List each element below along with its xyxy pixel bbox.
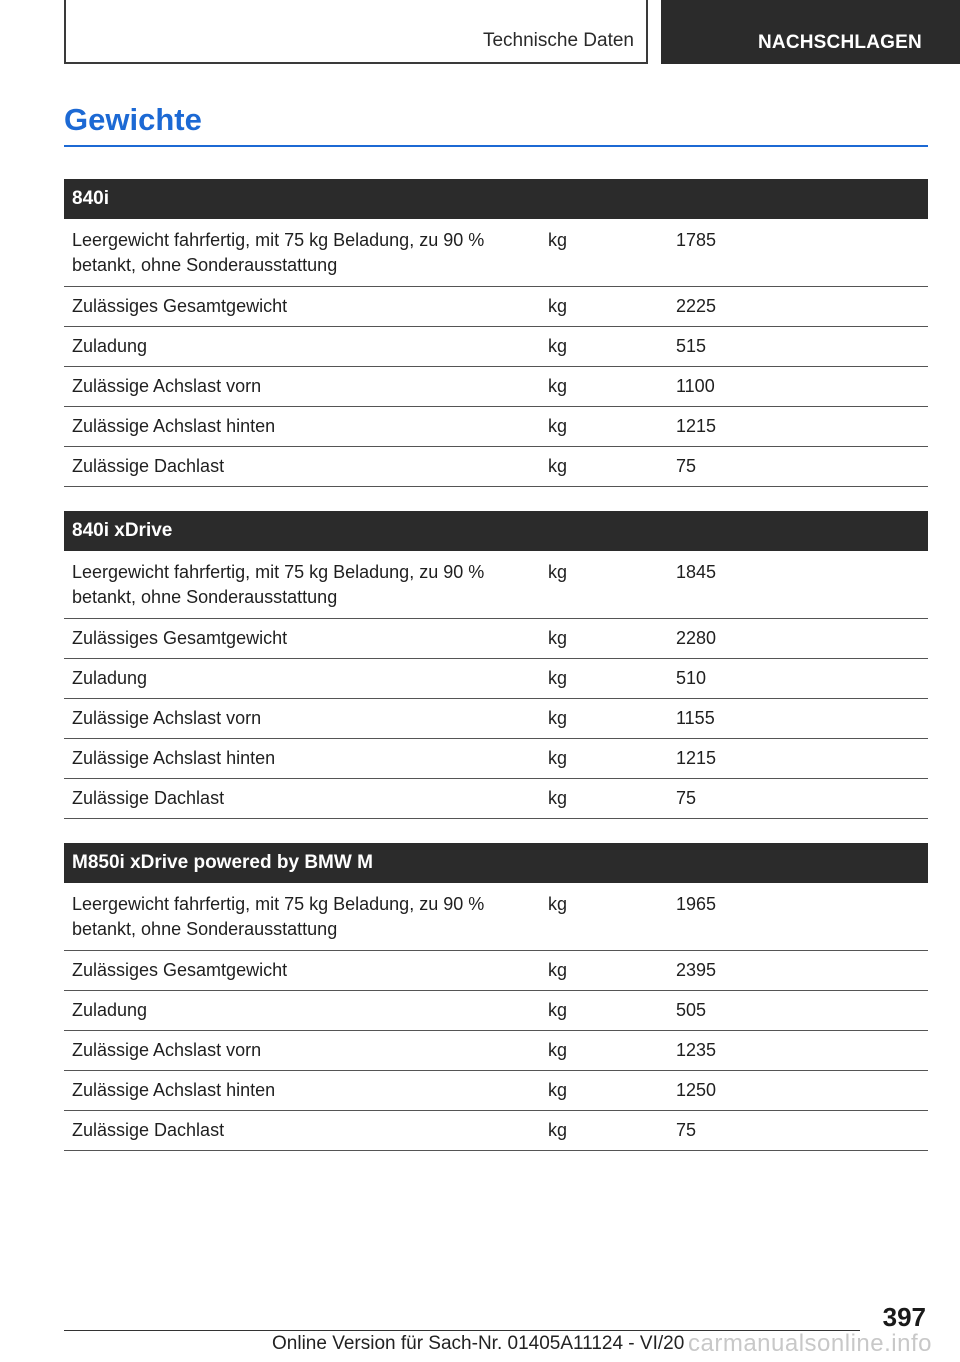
table-row [64, 287, 928, 327]
row-label: Zulässiges Gesamtgewicht [64, 951, 540, 991]
table-header-model: M850i xDrive powered by BMW M [64, 843, 928, 883]
row-label: Zulässige Achslast vorn [64, 367, 540, 407]
row-unit: kg [540, 659, 668, 699]
row-label: Zulässige Dachlast [64, 779, 540, 819]
table-header-model: 840i [64, 179, 928, 219]
table-row [64, 551, 928, 619]
row-value: 1215 [668, 739, 928, 779]
table-row [64, 447, 928, 487]
row-value: 1100 [668, 367, 928, 407]
row-label: Zulässige Achslast hinten [64, 1071, 540, 1111]
row-unit: kg [540, 367, 668, 407]
row-value: 1155 [668, 699, 928, 739]
table-row [64, 699, 928, 739]
table-row [64, 951, 928, 991]
row-unit: kg [540, 951, 668, 991]
row-label: Zulässiges Gesamtgewicht [64, 619, 540, 659]
row-unit: kg [540, 1111, 668, 1151]
row-unit: kg [540, 739, 668, 779]
row-unit: kg [540, 883, 668, 951]
row-unit: kg [540, 1031, 668, 1071]
row-unit: kg [540, 699, 668, 739]
row-label: Zulässige Achslast vorn [64, 1031, 540, 1071]
table-row [64, 1071, 928, 1111]
row-value: 1250 [668, 1071, 928, 1111]
weights-table-840i [64, 179, 928, 487]
table-row [64, 739, 928, 779]
table-row [64, 991, 928, 1031]
row-value: 2225 [668, 287, 928, 327]
table-row [64, 407, 928, 447]
row-label: Zulässige Dachlast [64, 447, 540, 487]
page-title: Gewichte [64, 102, 202, 137]
row-unit: kg [540, 619, 668, 659]
row-value: 1845 [668, 551, 928, 619]
row-value: 75 [668, 779, 928, 819]
row-unit: kg [540, 779, 668, 819]
watermark-text: carmanualsonline.info [688, 1330, 932, 1357]
row-value: 75 [668, 447, 928, 487]
row-label: Zuladung [64, 659, 540, 699]
table-row [64, 883, 928, 951]
row-value: 505 [668, 991, 928, 1031]
title-rule [64, 145, 928, 147]
table-row [64, 1111, 928, 1151]
header-section-box [64, 0, 648, 64]
page-number: 397 [882, 1302, 926, 1332]
row-unit: kg [540, 287, 668, 327]
footer-online-version: Online Version für Sach-Nr. 01405A11124 - VI/20 [272, 1333, 685, 1354]
row-unit: kg [540, 991, 668, 1031]
row-unit: kg [540, 219, 668, 287]
row-label: Leergewicht fahrfertig, mit 75 kg Beladung, zu 90 % betankt, ohne Sonderausstattung [64, 883, 540, 951]
row-value: 515 [668, 327, 928, 367]
row-label: Zulässiges Gesamtgewicht [64, 287, 540, 327]
table-row [64, 367, 928, 407]
row-label: Zulässige Achslast hinten [64, 739, 540, 779]
weights-table-m850i-xdrive [64, 843, 928, 1151]
row-unit: kg [540, 1071, 668, 1111]
table-row [64, 1031, 928, 1071]
row-value: 1965 [668, 883, 928, 951]
row-value: 510 [668, 659, 928, 699]
header-chapter-label: NACHSCHLAGEN [758, 32, 922, 53]
table-row [64, 659, 928, 699]
row-unit: kg [540, 327, 668, 367]
row-label: Zuladung [64, 991, 540, 1031]
row-unit: kg [540, 407, 668, 447]
table-row [64, 779, 928, 819]
table-row [64, 327, 928, 367]
row-label: Leergewicht fahrfertig, mit 75 kg Beladung, zu 90 % betankt, ohne Sonderausstattung [64, 219, 540, 287]
row-value: 2395 [668, 951, 928, 991]
row-label: Zulässige Achslast vorn [64, 699, 540, 739]
row-value: 2280 [668, 619, 928, 659]
row-unit: kg [540, 551, 668, 619]
header-section-label: Technische Daten [482, 30, 634, 51]
row-value: 75 [668, 1111, 928, 1151]
row-value: 1785 [668, 219, 928, 287]
header-chapter-box [661, 0, 960, 64]
table-row [64, 219, 928, 287]
table-header-model: 840i xDrive [64, 511, 928, 551]
row-value: 1215 [668, 407, 928, 447]
row-unit: kg [540, 447, 668, 487]
row-label: Zulässige Dachlast [64, 1111, 540, 1151]
row-label: Zuladung [64, 327, 540, 367]
weights-table-840i-xdrive [64, 511, 928, 819]
row-value: 1235 [668, 1031, 928, 1071]
table-row [64, 619, 928, 659]
row-label: Leergewicht fahrfertig, mit 75 kg Beladung, zu 90 % betankt, ohne Sonderausstattung [64, 551, 540, 619]
row-label: Zulässige Achslast hinten [64, 407, 540, 447]
